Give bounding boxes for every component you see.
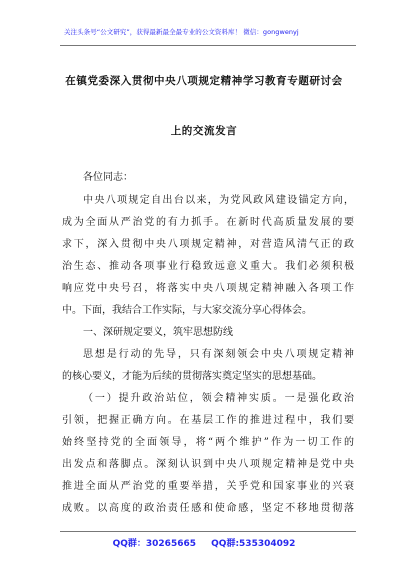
body-paragraph-line: 求 下 ， 深 入 贯 彻 中 央 八 项 规 定 精 神 ， 对 营 造 风 清 气 正 的 政 xyxy=(62,239,354,250)
body-paragraph-line: 中。下面，我结合工作实际，与大家交流分享心得体会。 xyxy=(62,305,312,316)
body-paragraph-line: 中 央 八 项 规 定 自 出 台 以 来 ， 为 党 风 政 风 建 设 锚 定 方 向 ， xyxy=(83,195,354,206)
body-paragraph-line: 的核心要义，才能为后续的贯彻落实奠定坚实的思想基础。 xyxy=(62,371,322,382)
body-paragraph-line: 始 终 坚 持 党 的 全 面 领 导 ， 将 “ 两 个 维 护 ” 作 为 一 切 工 作 的 xyxy=(62,437,354,448)
body-paragraph-line: 治 生 态 、 推 动 各 项 事 业 行 稳 致 远 意 义 重 大 。 我 们 必 须 积 极 xyxy=(62,261,354,272)
document-title-line-1: 在镇党委深入贯彻中央八项规定精神学习教育专题研讨会 xyxy=(65,75,343,87)
body-paragraph-line: 思 想 是 行 动 的 先 导 ， 只 有 深 刻 领 会 中 央 八 项 规 定 精 神 xyxy=(83,349,354,360)
body-paragraph-line: 出 发 点 和 落 脚 点 。 深 刻 认 识 到 中 央 八 项 规 定 精 神 是 党 中 央 xyxy=(62,459,354,470)
header-divider xyxy=(60,45,356,46)
body-paragraph-line: 响 应 党 中 央 号 召 ， 将 落 实 中 央 八 项 规 定 精 神 融 入 各 项 工 作 xyxy=(62,283,354,294)
body-paragraph-line: 推 进 全 面 从 严 治 党 的 重 要 举 措 ， 关 乎 党 和 国 家 事 业 的 兴 衰 xyxy=(62,481,354,492)
footer-qq-group-1: QQ群：30265665 xyxy=(112,539,196,549)
body-paragraph-line: 成 败 。 以 高 度 的 政 治 责 任 感 和 使 命 感 ， 坚 定 不 移 地 贯 彻 落 xyxy=(62,503,354,514)
body-paragraph-line: 引 领 ， 把 握 正 确 方 向 。 在 基 层 工 作 的 推 进 过 程 中 ， 我 们 要 xyxy=(62,415,354,426)
footer-qq-group-2: QQ群:535304092 xyxy=(211,539,296,549)
footer xyxy=(0,536,408,549)
header-banner: 关注头条号“公文研究”，获得最新最全最专业的公文资料库！ 微信：gongwenyj xyxy=(64,28,299,36)
footer-divider xyxy=(60,531,356,532)
subsection-heading-line: （ 一 ） 提 升 政 治 站 位 ， 领 会 精 神 实 质 。 一 是 强 化 政 治 xyxy=(83,393,354,404)
salutation: 各位同志： xyxy=(83,172,133,183)
document-title-line-2: 上的交流发言 xyxy=(170,125,238,137)
body-paragraph-line: 成 为 全 面 从 严 治 党 的 有 力 抓 手 。 在 新 时 代 高 质 量 发 展 的 要 xyxy=(62,217,354,228)
section-heading: 一、深研规定要义，筑牢思想防线 xyxy=(83,327,233,338)
